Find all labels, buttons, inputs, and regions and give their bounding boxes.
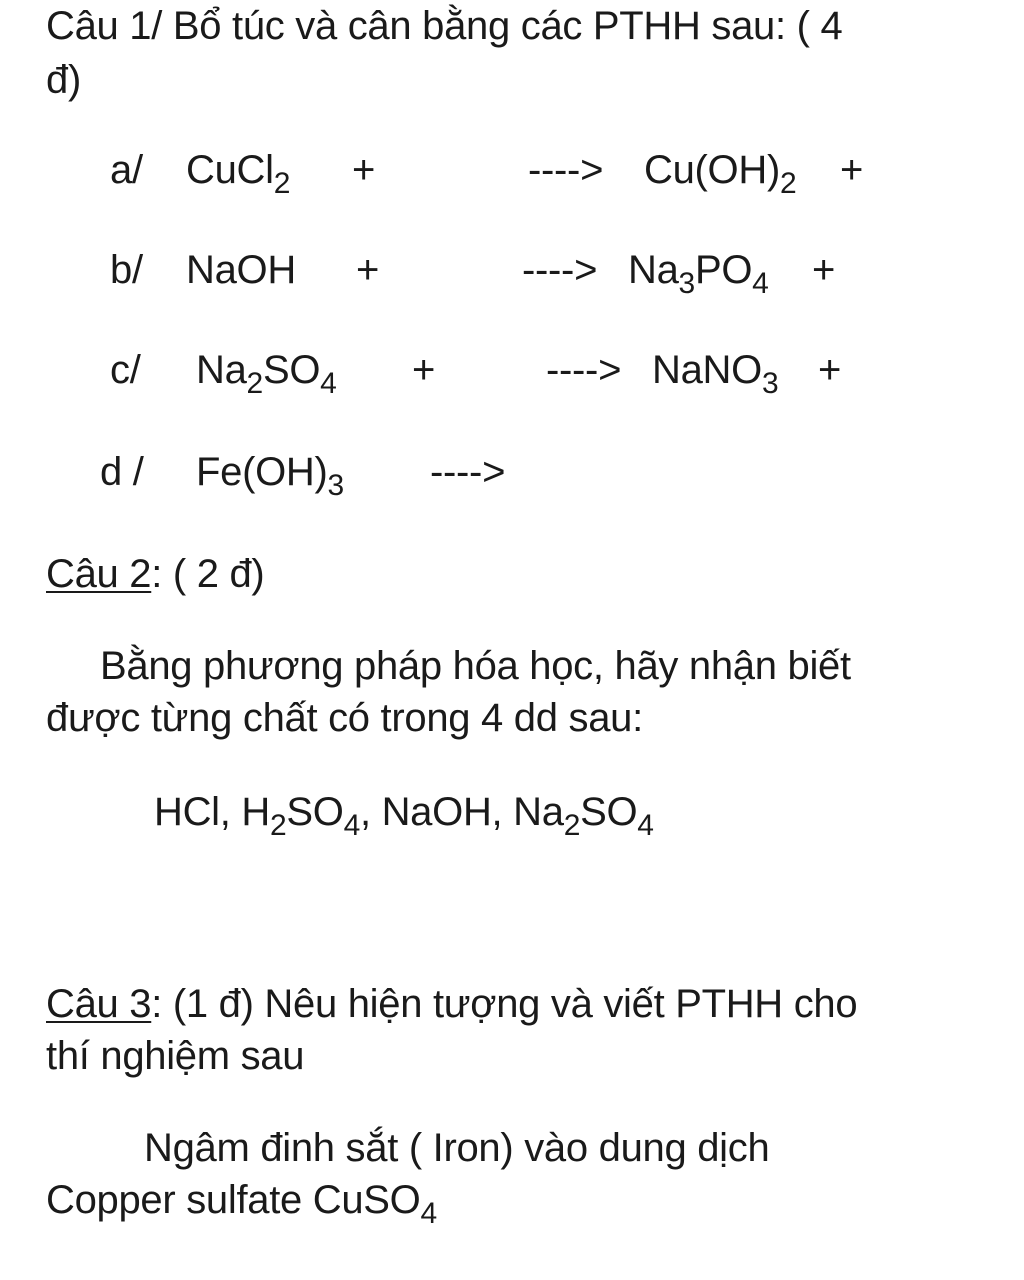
q3-heading: [46, 978, 857, 1030]
eq-c-product: NaNO$_3$: [652, 348, 779, 400]
q2-heading-points: : ( 2 đ): [151, 552, 265, 596]
eq-c-plus1: +: [412, 348, 436, 392]
eq-d-reactant: $Fe(OH)_3$: [196, 450, 344, 502]
q2-body-line2: được từng chất có trong 4 dd sau:: [46, 696, 643, 740]
q3-line2: thí nghiệm sau: [46, 1034, 305, 1078]
q1-title-line1: Câu 1/ Bổ túc và cân bằng các PTHH sau: ( 4: [46, 4, 843, 48]
eq-a-plus2: +: [840, 148, 864, 192]
eq-a-reactant: CuCl$_2$: [186, 148, 291, 200]
eq-b-plus2: +: [812, 248, 836, 292]
eq-d-arrow: ---->: [430, 450, 506, 494]
eq-b-arrow: ---->: [522, 248, 598, 292]
q3-body-line2: Copper sulfate CuSO$_4$: [46, 1178, 437, 1230]
q2-body-line1: Bằng phương pháp hóa học, hãy nhận biết: [100, 644, 851, 688]
eq-c-arrow: ---->: [546, 348, 622, 392]
q2-heading-label: Câu 2: [46, 552, 152, 596]
eq-c-plus2: +: [818, 348, 842, 392]
eq-a-plus1: +: [352, 148, 376, 192]
eq-b-product: $Na_3PO_4$: [628, 248, 769, 300]
eq-d-label: d /: [100, 450, 144, 494]
q3-heading-rest: : (1 đ) Nêu hiện tượng và viết PTHH cho: [151, 982, 858, 1026]
q1-title-line2: đ): [46, 58, 81, 102]
q3-heading-label: Câu 3: [46, 982, 152, 1026]
eq-a-product: $Cu(OH)_2$: [644, 148, 797, 200]
eq-a-arrow: ---->: [528, 148, 604, 192]
eq-a-label: a/: [110, 148, 143, 192]
eq-b-plus1: +: [356, 248, 380, 292]
eq-b-label: b/: [110, 248, 143, 292]
eq-b-reactant: NaOH: [186, 248, 296, 292]
q2-substance-list: HCl, $H_2SO_4$, NaOH, $Na_2SO_4$: [154, 790, 654, 842]
eq-c-label: c/: [110, 348, 141, 392]
q3-body-line1: Ngâm đinh sắt ( Iron) vào dung dịch: [144, 1126, 770, 1170]
q2-heading: [46, 548, 264, 600]
eq-c-reactant: $Na_2SO_4$: [196, 348, 337, 400]
